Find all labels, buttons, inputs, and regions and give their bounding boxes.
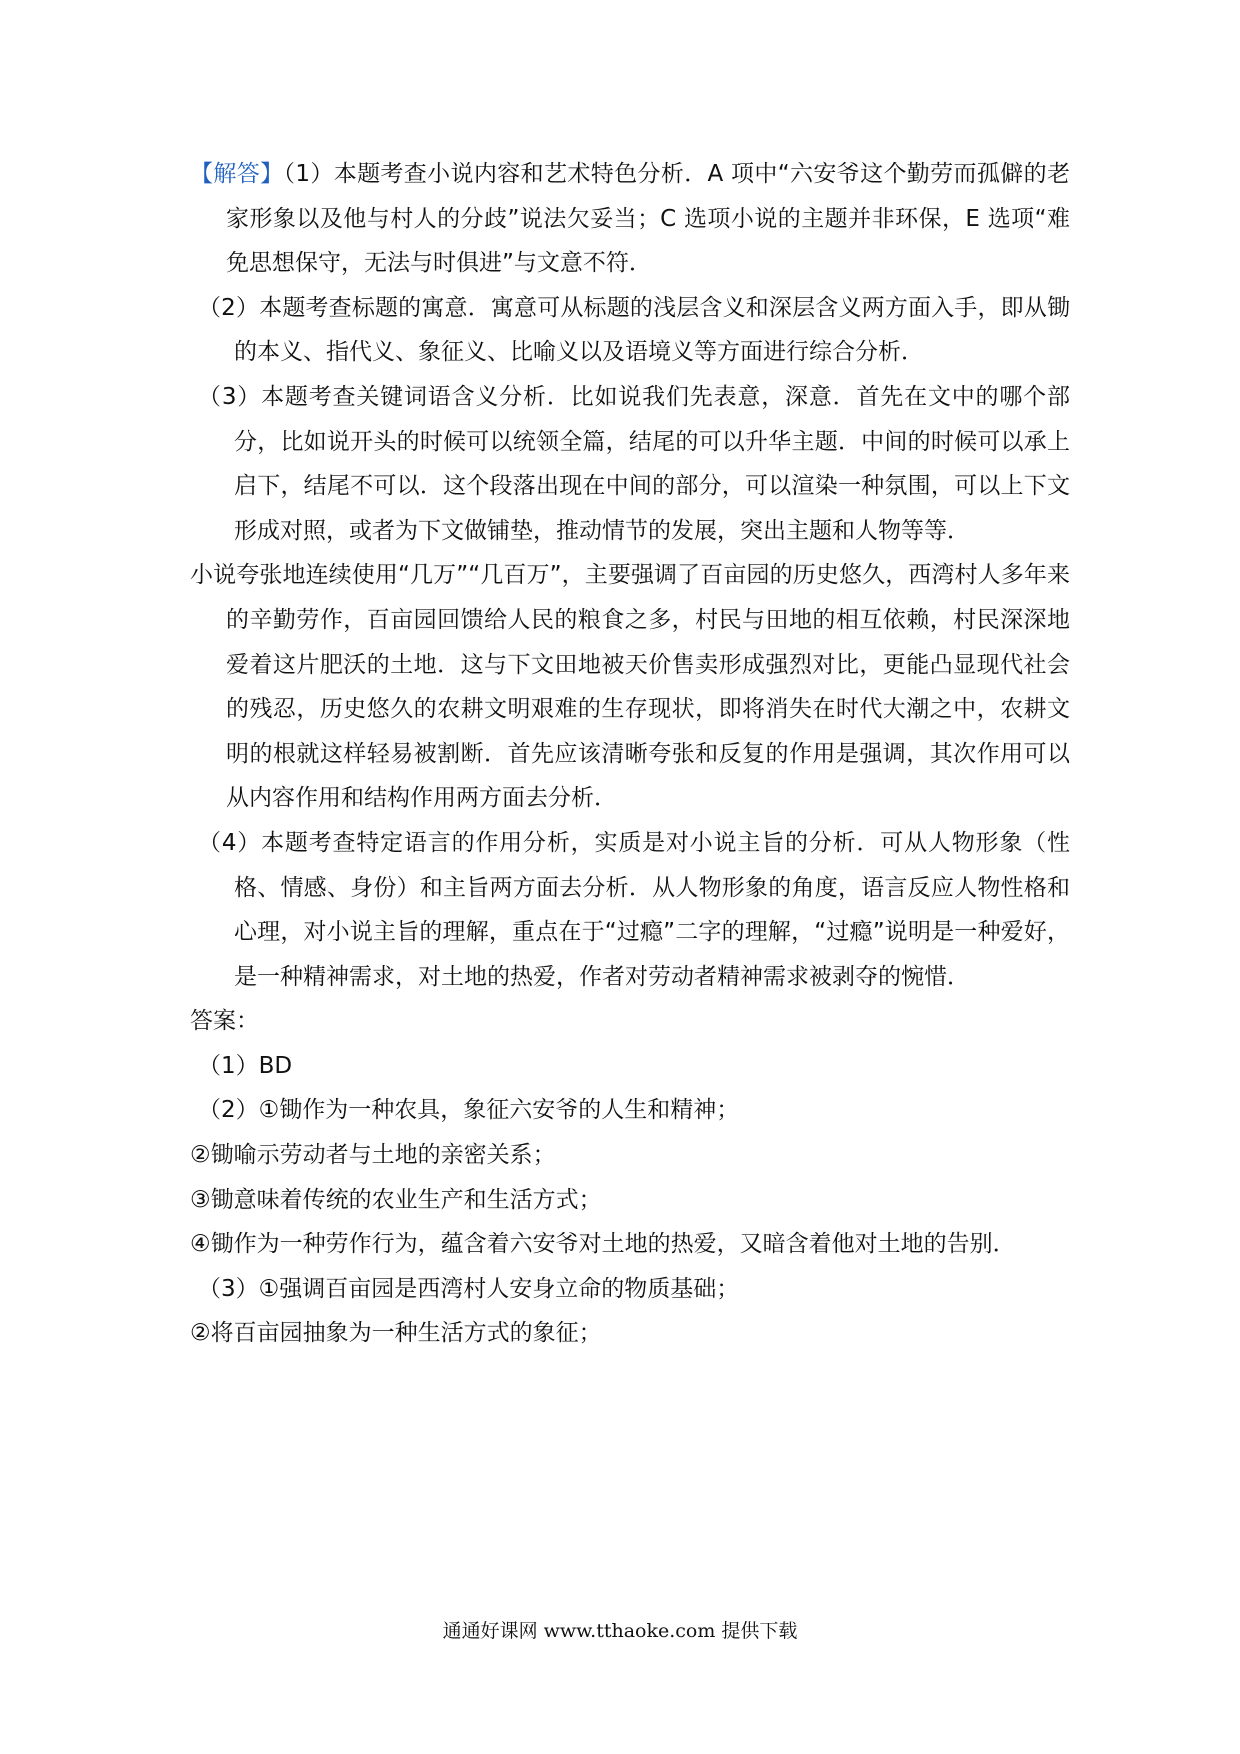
answer-2-item-1: （2）①锄作为一种农具，象征六安爷的人生和精神； [198, 1097, 740, 1124]
q1-analysis-text: （1）本题考查小说内容和艺术特色分析．A 项中“六安爷这个勤劳而孤僻的老家形象以及他与村人的分歧”说法欠妥当；C 选项小说的主题并非环保，E 选项“难免思想保守，无法与时俱进”与文意不符． [226, 161, 1071, 277]
answer-2-item-4: ④锄作为一种劳作行为，蕴含着六安爷对土地的热爱，又暗含着他对土地的告别． [190, 1231, 1016, 1258]
answer-2-item-2: ②锄喻示劳动者与土地的亲密关系； [190, 1142, 556, 1169]
answer-label: 【解答】 [190, 161, 284, 187]
q3-extra-paragraph: 小说夸张地连续使用“几万”“几百万”，主要强调了百亩园的历史悠久，西湾村人多年来的辛勤劳作，百亩园回馈给人民的粮食之多，村民与田地的相互依赖，村民深深地爱着这片肥沃的土地．这与下文田地被天价售卖形成强烈对比，更能凸显现代社会的残忍，历史悠久的农耕文明艰难的生存现状，即将消失在时代大潮之中，农耕文明的根就这样轻易被割断．首先应该清晰夸张和反复的作用是强调，其次作用可以从内容作用和结构作用两方面去分析． [190, 562, 1070, 812]
answer-1: （1）BD [198, 1052, 293, 1079]
answer-3-item-2: ②将百亩园抽象为一种生活方式的象征； [190, 1320, 602, 1347]
answers-heading: 答案： [190, 1008, 259, 1035]
q1-analysis-paragraph [190, 152, 1070, 286]
answer-content [190, 152, 1070, 1356]
q3-analysis-paragraph: （3）本题考查关键词语含义分析．比如说我们先表意，深意．首先在文中的哪个部分，比如说开头的时候可以统领全篇，结尾的可以升华主题．中间的时候可以承上启下，结尾不可以．这个段落出现在中间的部分，可以渲染一种氛围，可以上下文形成对照，或者为下文做铺垫，推动情节的发展，突出主题和人物等等． [198, 383, 1070, 544]
q4-analysis-paragraph: （4）本题考查特定语言的作用分析，实质是对小说主旨的分析．可从人物形象（性格、情感、身份）和主旨两方面去分析．从人物形象的角度，语言反应人物性格和心理，对小说主旨的理解，重点在于“过瘾”二字的理解，“过瘾”说明是一种爱好，是一种精神需求，对土地的热爱，作者对劳动者精神需求被剥夺的惋惜． [198, 829, 1070, 990]
answer-2-item-3: ③锄意味着传统的农业生产和生活方式； [190, 1186, 602, 1213]
answer-3-item-1: （3）①强调百亩园是西湾村人安身立命的物质基础； [198, 1275, 740, 1302]
page-footer: 通通好课网 www.tthaoke.com 提供下载 [442, 1620, 798, 1642]
q2-analysis-paragraph: （2）本题考查标题的寓意．寓意可从标题的浅层含义和深层含义两方面入手，即从锄的本义、指代义、象征义、比喻义以及语境义等方面进行综合分析． [198, 294, 1070, 366]
